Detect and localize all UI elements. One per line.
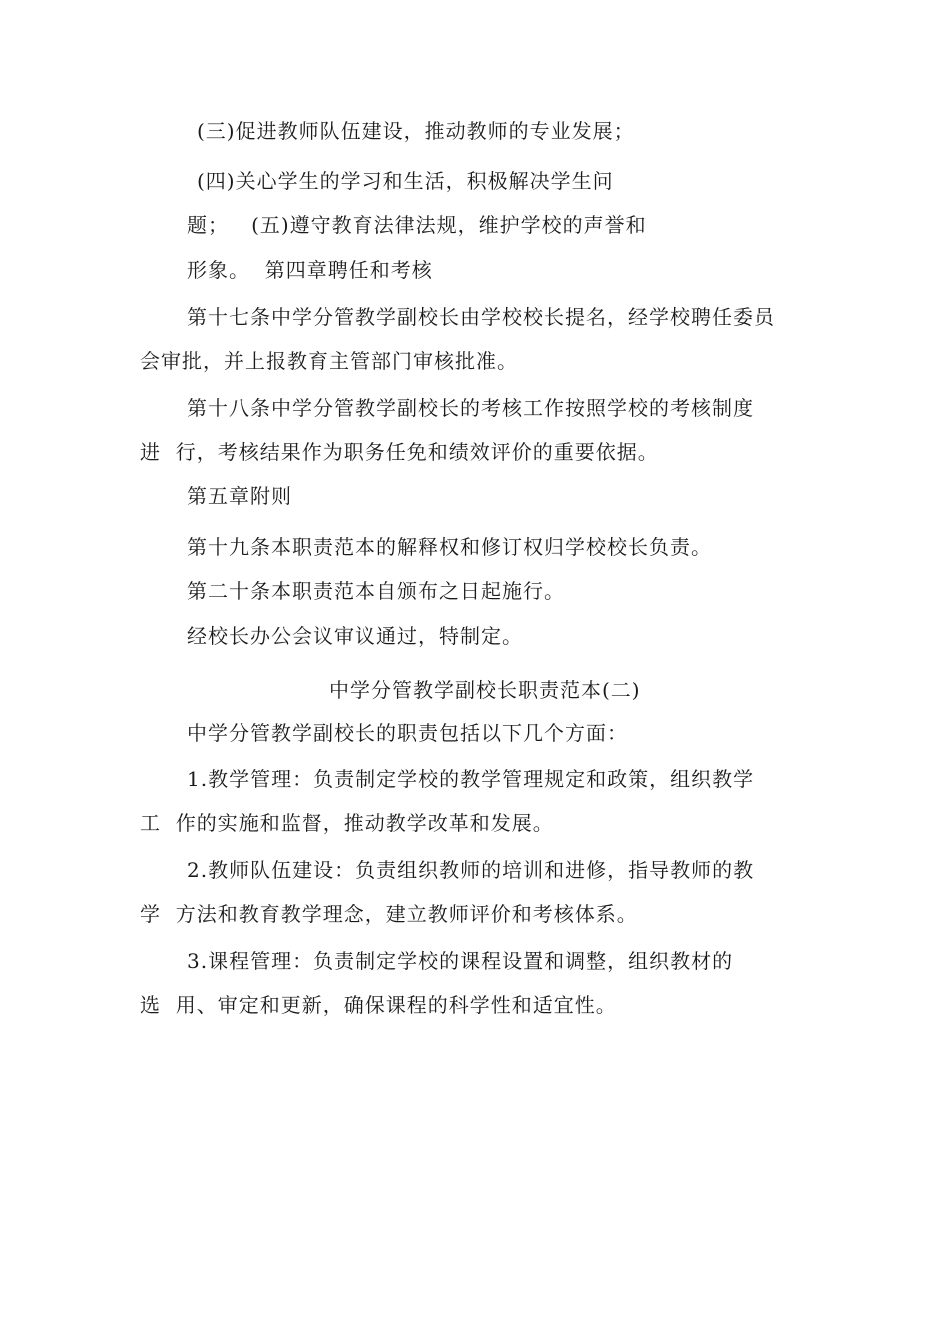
text-line-7: 第十八条中学分管教学副校长的考核工作按照学校的考核制度 — [187, 396, 754, 420]
text-line-10: 第十九条本职责范本的解释权和修订权归学校校长负责。 — [187, 535, 712, 559]
text-line-15: 1.教学管理：负责制定学校的教学管理规定和政策，组织教学 — [187, 767, 755, 791]
text-line-20: 选 用、审定和更新，确保课程的科学性和适宜性。 — [140, 993, 617, 1017]
chapter-heading: 第五章附则 — [187, 484, 292, 508]
text-line-4: 形象。 第四章聘任和考核 — [187, 258, 433, 282]
text-line-5: 第十七条中学分管教学副校长由学校校长提名，经学校聘任委员 — [187, 305, 775, 329]
section-title: 中学分管教学副校长职责范本(二) — [329, 678, 641, 702]
text-line-19: 3.课程管理：负责制定学校的课程设置和调整，组织教材的 — [187, 949, 734, 973]
text-line-18: 学 方法和教育教学理念，建立教师评价和考核体系。 — [140, 902, 638, 926]
text-line-1: (三)促进教师队伍建设，推动教师的专业发展； — [197, 119, 635, 143]
text-line-6: 会审批，并上报教育主管部门审核批准。 — [140, 349, 518, 373]
text-line-14: 中学分管教学副校长的职责包括以下几个方面： — [187, 721, 628, 745]
text-line-2: (四)关心学生的学习和生活，积极解决学生问 — [197, 169, 614, 193]
text-line-8: 进 行，考核结果作为职务任免和绩效评价的重要依据。 — [140, 440, 659, 464]
text-line-11: 第二十条本职责范本自颁布之日起施行。 — [187, 579, 565, 603]
text-line-3: 题； (五)遵守教育法律法规，维护学校的声誉和 — [187, 213, 647, 237]
text-line-17: 2.教师队伍建设：负责组织教师的培训和进修，指导教师的教 — [187, 858, 755, 882]
text-line-16: 工 作的实施和监督，推动教学改革和发展。 — [140, 811, 554, 835]
text-line-12: 经校长办公会议审议通过，特制定。 — [187, 624, 523, 648]
